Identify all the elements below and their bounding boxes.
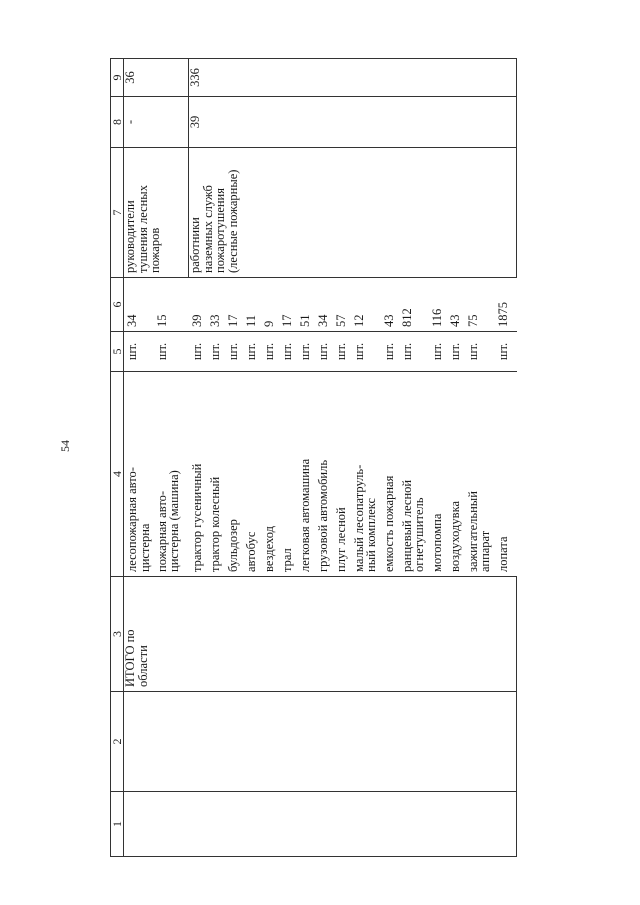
quantity: 812 — [399, 278, 429, 332]
group-label: ИТОГО по области — [124, 577, 517, 692]
column-header: 3 — [111, 577, 124, 692]
unit: шт. — [225, 332, 243, 372]
item-name: вездеход — [261, 372, 279, 577]
unit: шт. — [124, 332, 154, 372]
quantity: 75 — [465, 278, 495, 332]
quantity: 34 — [315, 278, 333, 332]
resources-table — [110, 58, 517, 857]
quantity: 15 — [154, 278, 189, 332]
item-name: мотопомпа — [429, 372, 447, 577]
quantity: 51 — [297, 278, 315, 332]
item-name: плуг лесной — [333, 372, 351, 577]
item-name: бульдозер — [225, 372, 243, 577]
unit: шт. — [243, 332, 261, 372]
item-name: легковая автомашина — [297, 372, 315, 577]
quantity: 1875 — [495, 278, 517, 332]
resources-table-wrapper — [110, 59, 546, 857]
unit: шт. — [279, 332, 297, 372]
unit: шт. — [333, 332, 351, 372]
quantity: 17 — [225, 278, 243, 332]
item-name: лесопожарная авто- цистерна — [124, 372, 154, 577]
column-header: 7 — [111, 148, 124, 278]
column-header: 8 — [111, 97, 124, 148]
column-header: 5 — [111, 332, 124, 372]
item-name: пожарная авто- цистерна (машина) — [154, 372, 189, 577]
item-name: автобус — [243, 372, 261, 577]
quantity: 11 — [243, 278, 261, 332]
unit: шт. — [189, 332, 207, 372]
item-name: ранцевый лесной огнетушитель — [399, 372, 429, 577]
column-header: 4 — [111, 372, 124, 577]
unit: шт. — [261, 332, 279, 372]
item-name: трал — [279, 372, 297, 577]
column-header: 1 — [111, 792, 124, 857]
personnel-col8: 39 — [189, 97, 517, 148]
cell-col2 — [124, 692, 517, 792]
item-name: трактор гусеничный — [189, 372, 207, 577]
page-number: 54 — [58, 440, 72, 452]
unit: шт. — [207, 332, 225, 372]
quantity: 57 — [333, 278, 351, 332]
personnel-col9: 336 — [189, 59, 517, 97]
item-name: зажигательный аппарат — [465, 372, 495, 577]
unit: шт. — [381, 332, 399, 372]
cell-col1 — [124, 792, 517, 857]
unit: шт. — [351, 332, 381, 372]
quantity: 43 — [447, 278, 465, 332]
item-name: емкость пожарная — [381, 372, 399, 577]
item-name: трактор колесный — [207, 372, 225, 577]
unit: шт. — [154, 332, 189, 372]
item-name: лопата — [495, 372, 517, 577]
quantity: 17 — [279, 278, 297, 332]
quantity: 33 — [207, 278, 225, 332]
unit: шт. — [297, 332, 315, 372]
column-header: 2 — [111, 692, 124, 792]
quantity: 9 — [261, 278, 279, 332]
quantity: 34 — [124, 278, 154, 332]
quantity: 39 — [189, 278, 207, 332]
unit: шт. — [495, 332, 517, 372]
unit: шт. — [315, 332, 333, 372]
item-name: воздуходувка — [447, 372, 465, 577]
personnel-col8: - — [124, 97, 189, 148]
item-name: малый лесопатруль- ный комплекс — [351, 372, 381, 577]
item-name: грузовой автомобиль — [315, 372, 333, 577]
quantity: 116 — [429, 278, 447, 332]
quantity: 43 — [381, 278, 399, 332]
personnel-col9: 36 — [124, 59, 189, 97]
column-header: 9 — [111, 59, 124, 97]
table-row — [124, 59, 154, 857]
personnel-category: руководители тушения лесных пожаров — [124, 148, 189, 278]
unit: шт. — [447, 332, 465, 372]
header-row — [111, 59, 124, 857]
unit: шт. — [429, 332, 447, 372]
unit: шт. — [465, 332, 495, 372]
personnel-category: работники наземных служб пожаротушения (лесные пожарные) — [189, 148, 517, 278]
column-header: 6 — [111, 278, 124, 332]
unit: шт. — [399, 332, 429, 372]
quantity: 12 — [351, 278, 381, 332]
